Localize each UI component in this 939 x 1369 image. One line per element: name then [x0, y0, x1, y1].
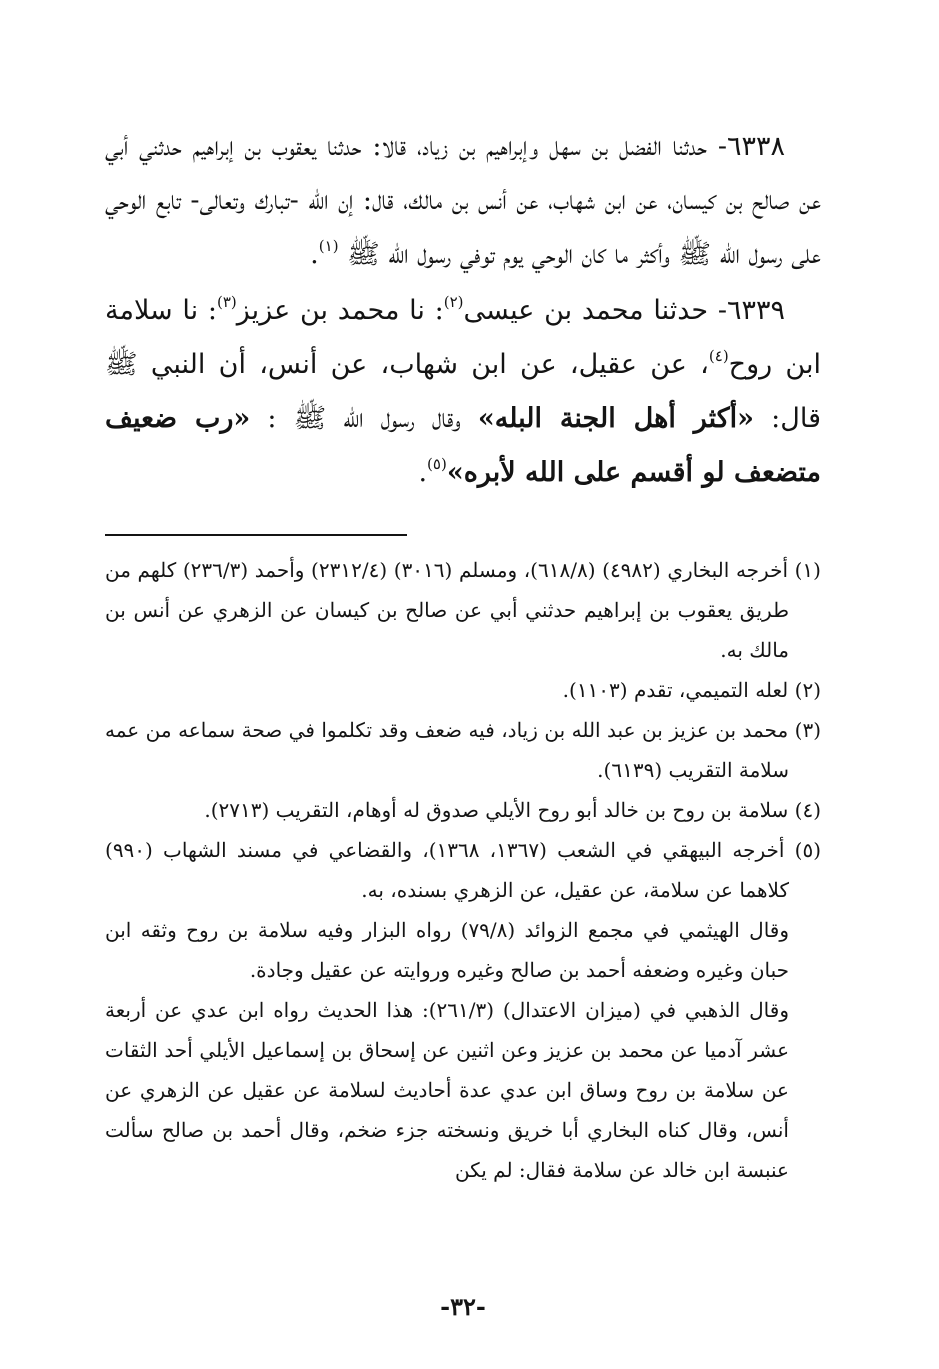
hadith-6339-part3: : نا سلامة ابن روح: [105, 295, 821, 380]
footnote-ref-4[interactable]: (٤): [708, 347, 729, 365]
hadith-6339-part2: : نا محمد بن عزيز: [236, 295, 444, 326]
footnote-ref-1[interactable]: (١): [318, 237, 339, 255]
hadith-quote-1: «أكثر أهل الجنة البله»: [477, 403, 755, 434]
footnote-ref-3[interactable]: (٣): [217, 293, 237, 311]
footnotes: [105, 550, 821, 1190]
footnote-5-continued-1: وقال الهيثمي في مجمع الزوائد (٧٩/٨) رواه البزار وفيه سلامة بن روح وثقه ابن حبان وغيره وضعفه أحمد بن صالح وغيره وروايته عن عقيل وجادة.: [105, 918, 790, 982]
footnote-4: (٤) سلامة بن روح بن خالد أبو روح الأيلي صدوق له أوهام، التقريب (٢٧١٣).: [204, 798, 821, 822]
hadith-6339-part5: وقال رسول الله ﷺ :: [250, 403, 478, 434]
hadith-6339-part1: ٦٣٣٩- حدثنا محمد بن عيسى: [463, 295, 785, 326]
footnote-separator: [105, 534, 821, 536]
main-text: [105, 120, 821, 500]
hadith-quote-2: «رب ضعيف متضعف لو أقسم على الله لأبره»: [105, 403, 821, 488]
document-page: [105, 120, 822, 1321]
footnote-ref-5[interactable]: (٥): [427, 455, 447, 473]
hadith-6339-part4: ، عن عقيل، عن ابن شهاب، عن أنس، أن النبي ﷺ قال:: [105, 349, 822, 434]
hadith-6338: ٦٣٣٨- حدثنا الفضل بن سهل وإبراهيم بن زياد، قالا: حدثنا يعقوب بن إبراهيم حدثني أبي عن صالح بن كيسان، عن ابن شهاب، عن أنس بن مالك، قال: إن الله -تبارك وتعالى- تابع الوحي على رسول الله ﷺ وأكثر ما كان الوحي يوم توفي رسول الله ﷺ $^{(١)}$.: [105, 131, 821, 270]
footnote-3: (٣) محمد بن عزيز بن عبد الله بن زياد، فيه ضعف وقد تكلموا في صحة سماعه من عمه سلامة التقريب (٦١٣٩).: [105, 718, 821, 782]
footnote-1: (١) أخرجه البخاري (٤٩٨٢) (٦١٨/٨)، ومسلم (٣٠١٦) (٢٣١٢/٤) وأحمد (٢٣٦/٣) كلهم من طريق يعقوب بن إبراهيم حدثني أبي عن صالح بن كيسان عن الزهري عن أنس بن مالك به.: [105, 558, 821, 662]
hadith-6339: ٦٣٣٩- حدثنا محمد بن عيسى$^{(٢)}$: نا محمد بن عزيز$^{(٣)}$: نا سلامة ابن روح$^{(٤)}$، عن عقيل، عن ابن شهاب، عن أنس، أن النبي ﷺ قال: «أكثر أهل الجنة البله» وقال رسول الله ﷺ : «رب ضعيف متضعف لو أقسم على الله لأبره»$^{(٥)}$.: [105, 293, 822, 488]
hadith-6338-text: ٦٣٣٨- حدثنا الفضل بن سهل وإبراهيم بن زياد، قالا: حدثنا يعقوب بن إبراهيم حدثني أبي عن صالح بن كيسان، عن ابن شهاب، عن أنس بن مالك، قال: إن الله -تبارك وتعالى- تابع الوحي على رسول الله ﷺ وأكثر ما كان الوحي يوم توفي رسول الله ﷺ: [105, 131, 821, 270]
page-number: -٣٢-: [440, 1292, 486, 1321]
footnote-2: (٢) لعله التميمي، تقدم (١١٠٣).: [562, 678, 821, 702]
footnote-5-continued-2: وقال الذهبي في (ميزان الاعتدال) (٢٦١/٣): هذا الحديث رواه ابن عدي عن أربعة عشر آدميا عن محمد بن عزيز وعن اثنين عن إسحاق بن إسماعيل الأيلي أحد الثقات عن سلامة بن روح وساق ابن عدي عدة أحاديث لسلامة عن عقيل عن الزهري عن أنس، وقال كناه البخاري أبا خريق ونسخته جزء ضخم، وقال أحمد بن صالح سألت عنبسة ابن خالد عن سلامة فقال: لم يكن: [105, 998, 789, 1182]
footnote-ref-2[interactable]: (٢): [443, 293, 464, 311]
footnote-5: (٥) أخرجه البيهقي في الشعب (١٣٦٧، ١٣٦٨)، والقضاعي في مسند الشهاب (٩٩٠) كلاهما عن سلامة، عن عقيل، عن الزهري بسنده، به.: [105, 838, 822, 902]
